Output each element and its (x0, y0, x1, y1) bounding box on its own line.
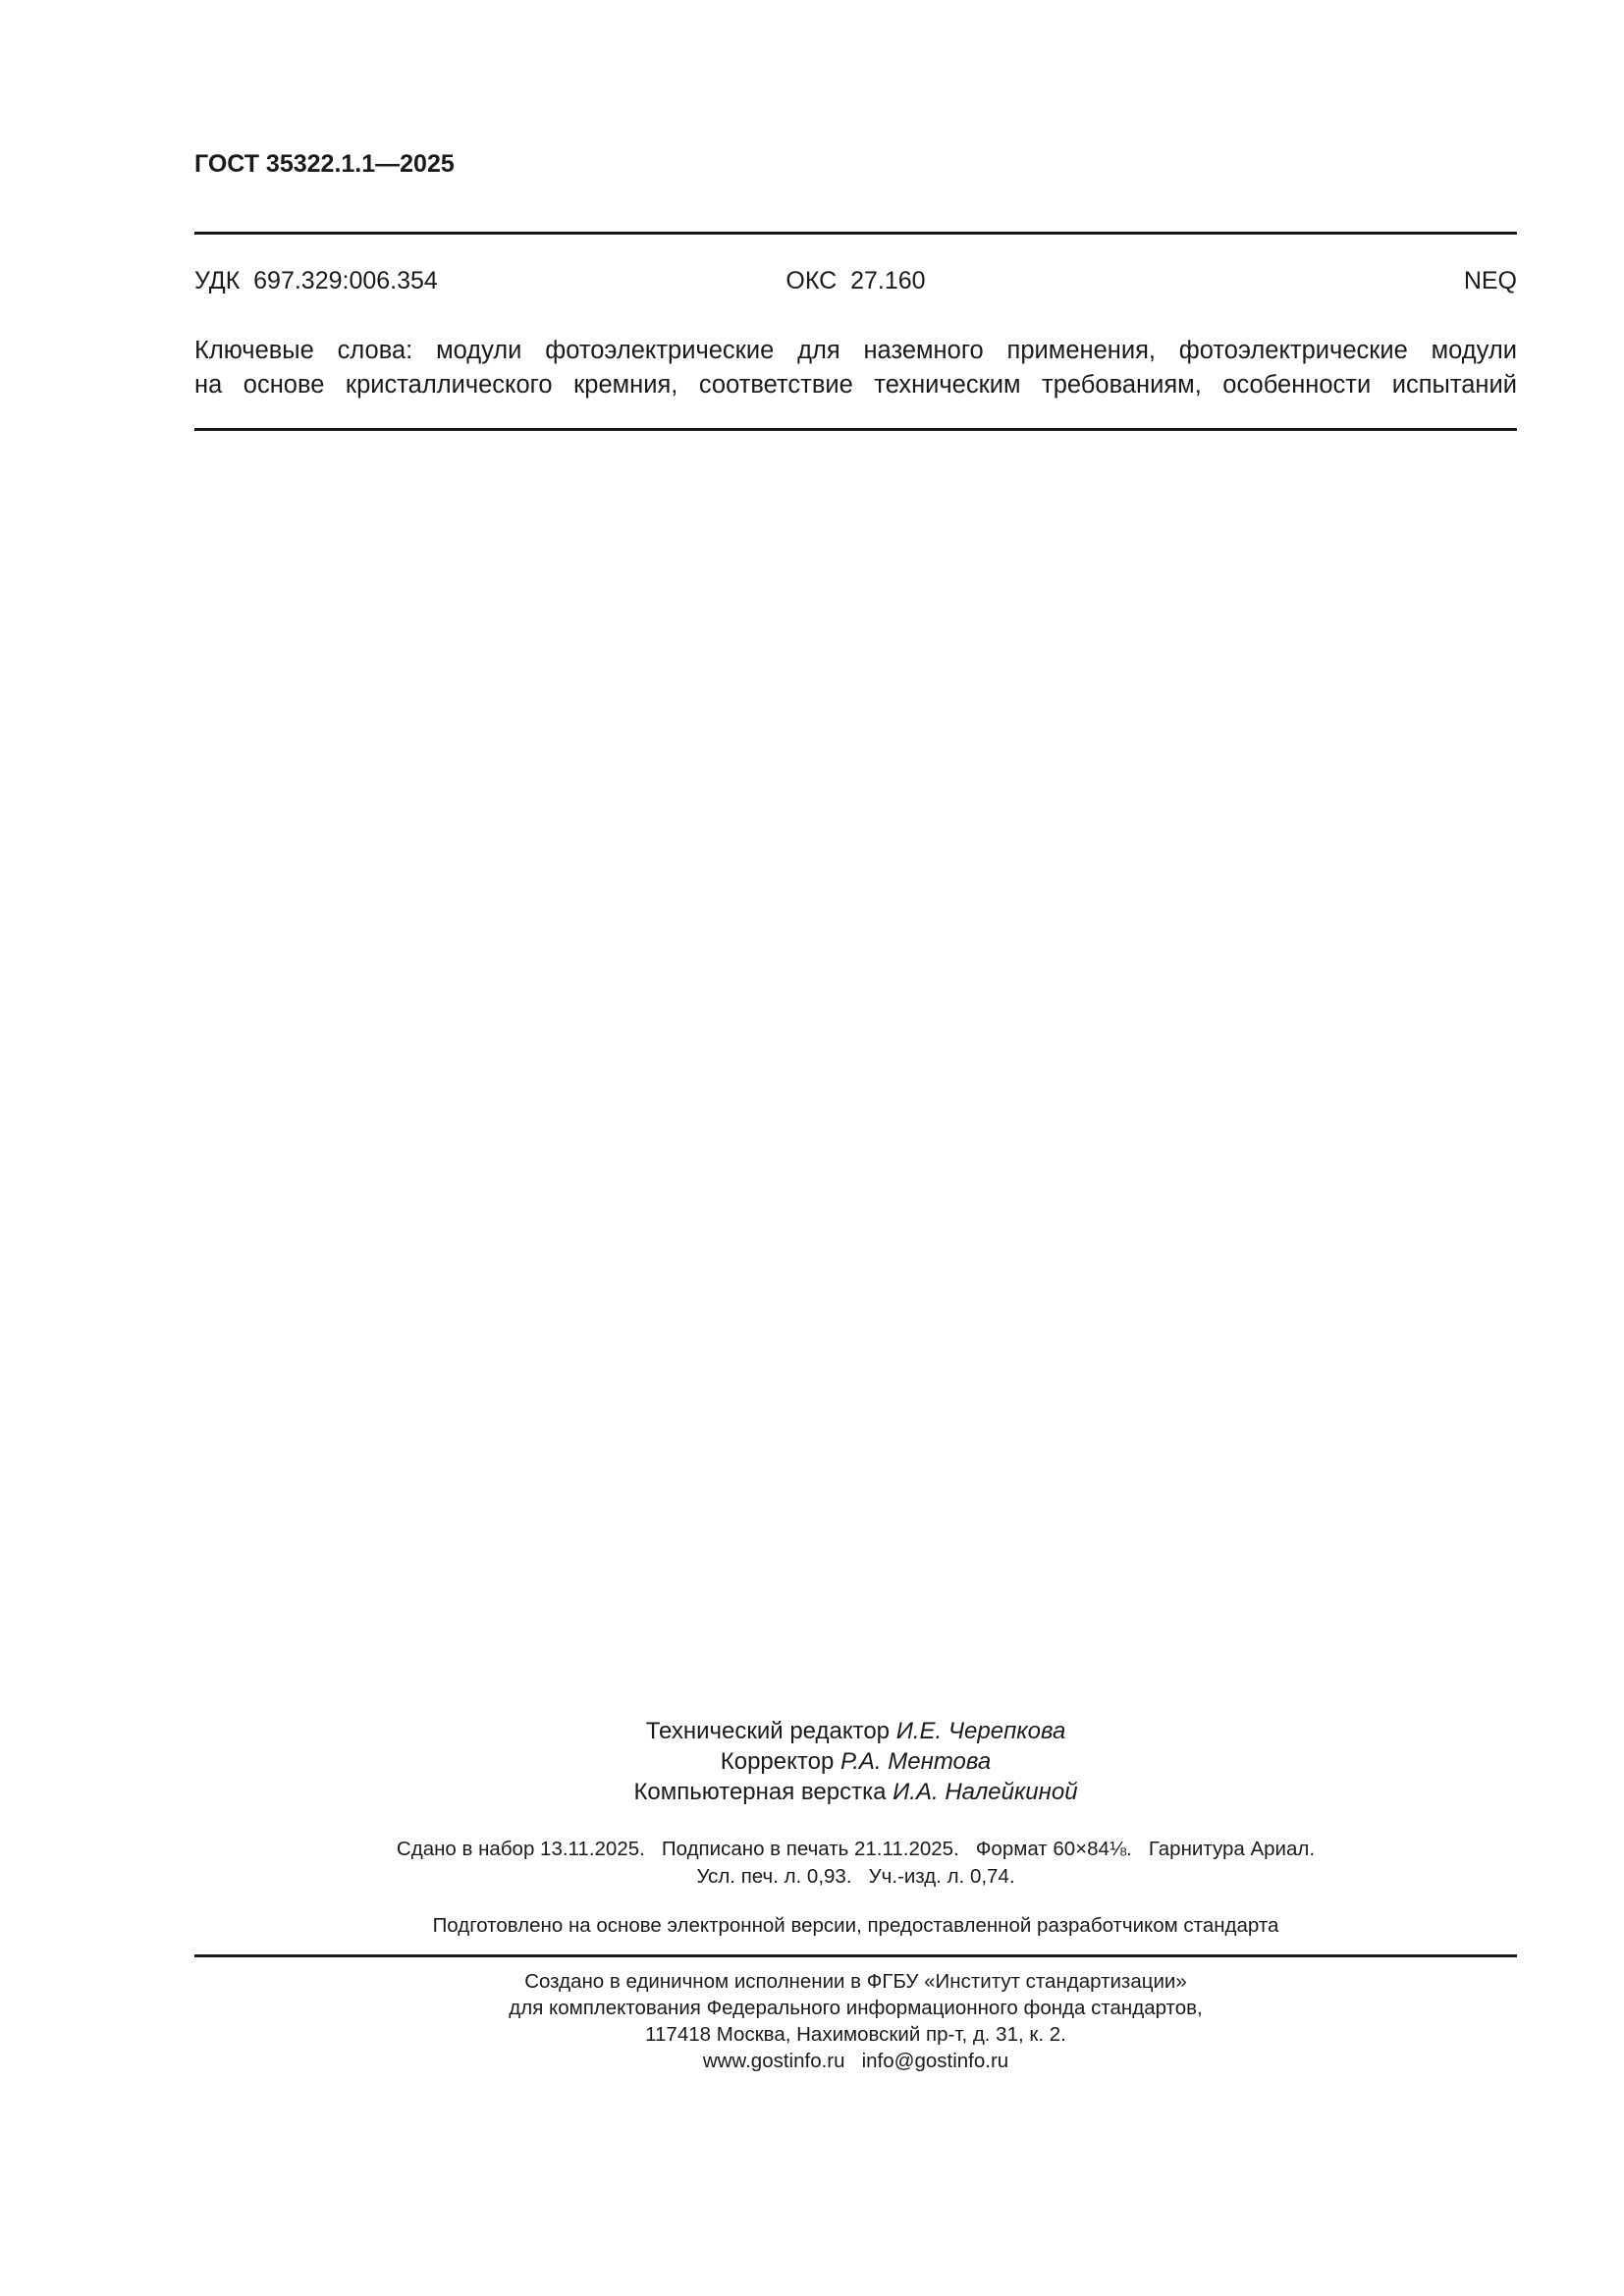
credit-tech-editor (194, 1716, 1517, 1746)
keywords-line-2: на основе кристаллического кремния, соответствие техническим требованиям, особенности испытаний (194, 371, 1517, 399)
credit-name: И.Е. Черепкова (895, 1718, 1066, 1744)
credits (194, 1716, 1517, 1807)
udk-code: УДК 697.329:006.354 (194, 267, 438, 294)
imprint-contacts: www.gostinfo.ru info@gostinfo.ru (702, 2050, 1009, 2072)
imprint-line: для комплектования Федерального информационного фонда стандартов, (509, 1997, 1203, 2019)
publication-line-1: Сдано в набор 13.11.2025. Подписано в печать 21.11.2025. Формат 60×84⅛. Гарнитура Ариал. (396, 1838, 1316, 1860)
credit-name: Р.А. Ментова (839, 1748, 992, 1775)
keywords-divider (194, 428, 1517, 431)
publication-line-2: Усл. печ. л. 0,93. Уч.-изд. л. 0,74. (696, 1865, 1015, 1888)
credit-role: Корректор (720, 1748, 840, 1775)
classification-row (194, 267, 1517, 295)
credit-name: И.А. Налейкиной (893, 1779, 1078, 1805)
imprint-address: 117418 Москва, Нахимовский пр-т, д. 31, к. 2. (645, 2023, 1066, 2046)
keywords (194, 334, 1517, 402)
imprint (194, 1968, 1517, 2074)
credit-role: Компьютерная верстка (633, 1779, 893, 1805)
credit-corrector (194, 1746, 1517, 1777)
imprint-line: Создано в единичном исполнении в ФГБУ «Институт стандартизации» (524, 1970, 1187, 1993)
imprint-divider (194, 1954, 1517, 1957)
oks-code: ОКС 27.160 (785, 267, 926, 294)
credit-role: Технический редактор (645, 1718, 896, 1744)
top-divider (194, 232, 1517, 235)
publication-info (194, 1836, 1517, 1891)
standard-designation: ГОСТ 35322.1.1—2025 (194, 150, 455, 178)
prepared-note: Подготовлено на основе электронной версии, предоставленной разработчиком стандарта (432, 1914, 1279, 1937)
equivalence-code: NEQ (1463, 267, 1517, 294)
keywords-line-1: Ключевые слова: модули фотоэлектрические для наземного применения, фотоэлектрические модули (194, 337, 1517, 364)
credit-layout (194, 1777, 1517, 1807)
